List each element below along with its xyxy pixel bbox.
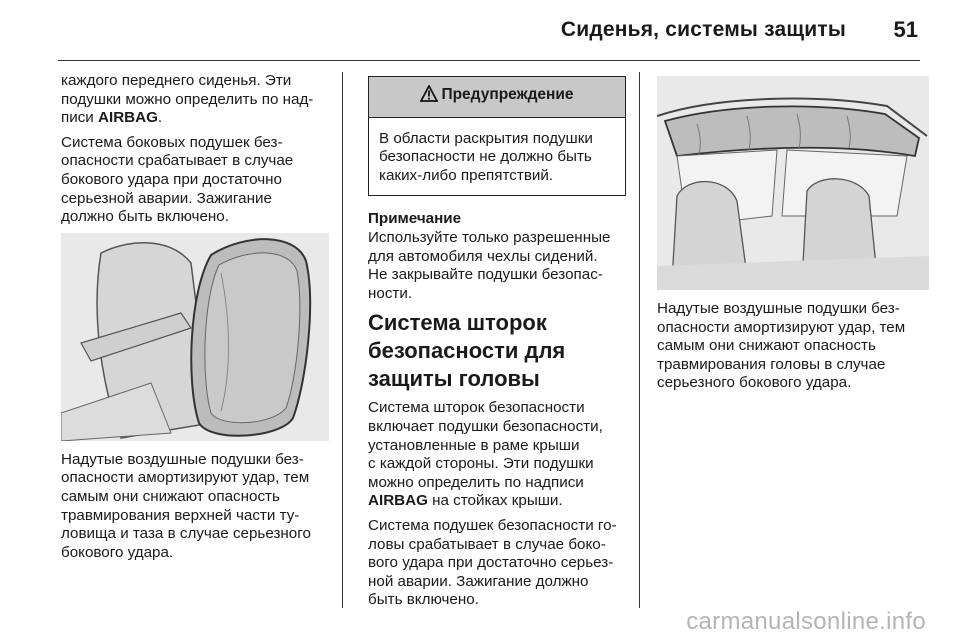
- text-paragraph: Система шторок безопасности включает подушки безопасности, установленные в раме крыши с каждой стороны. Эти подушки можно определить по надписи AIRBAG на стойках крыши.: [368, 399, 603, 510]
- watermark-text: carmanualsonline.info: [686, 608, 926, 635]
- text-paragraph: каждого переднего сиденья. Эти подушки можно определить по над- писи AIRBAG.: [61, 72, 314, 127]
- page-number: 51: [893, 17, 918, 42]
- figure-caption: Надутые воздушные подушки без- опасности амортизируют удар, тем самым они снижают опасность травмирования головы в случае серьезного бокового удара.: [657, 300, 906, 392]
- text-paragraph: Система боковых подушек без- опасности срабатывает в случае бокового удара при достаточно серьезной аварии. Зажигание должно быть включено.: [61, 133, 294, 226]
- warning-text: В области раскрытия подушки безопасности не должно быть каких-либо препятствий.: [379, 129, 593, 184]
- curtain-airbag-illustration: [657, 76, 929, 290]
- figure-caption: Надутые воздушные подушки без- опасности амортизируют удар, тем самым они снижают опасность травмирования верхней части ту- ловища и таза в случае серьезного бокового удара.: [61, 450, 311, 561]
- airbag-label: AIRBAG: [368, 492, 428, 510]
- airbag-label: AIRBAG: [98, 109, 158, 127]
- warning-header: Предупреждение: [369, 77, 625, 118]
- page-title: Сиденья, системы защиты: [560, 18, 846, 41]
- column-left: [61, 72, 331, 568]
- note-text: Используйте только разрешенные для автомобиля чехлы сидений. Не закрывайте подушки безопас- ности.: [368, 228, 611, 302]
- side-airbag-illustration: [61, 233, 329, 441]
- page-header: [0, 0, 960, 60]
- text-paragraph: Система подушек безопасности го- ловы срабатывает в случае боко- вого удара при достаточно серьез- ной аварии. Зажигание должно быть включено.: [368, 516, 617, 609]
- column-divider-2: [639, 72, 640, 608]
- header-divider: [58, 60, 920, 61]
- section-heading: Система шторок безопасности для защиты головы: [368, 310, 566, 392]
- warning-box: [368, 76, 626, 196]
- column-divider-1: [342, 72, 343, 608]
- note-title: Примечание: [368, 210, 462, 228]
- column-middle: [368, 72, 626, 616]
- column-right: [657, 72, 929, 399]
- warning-triangle-icon: [420, 85, 438, 108]
